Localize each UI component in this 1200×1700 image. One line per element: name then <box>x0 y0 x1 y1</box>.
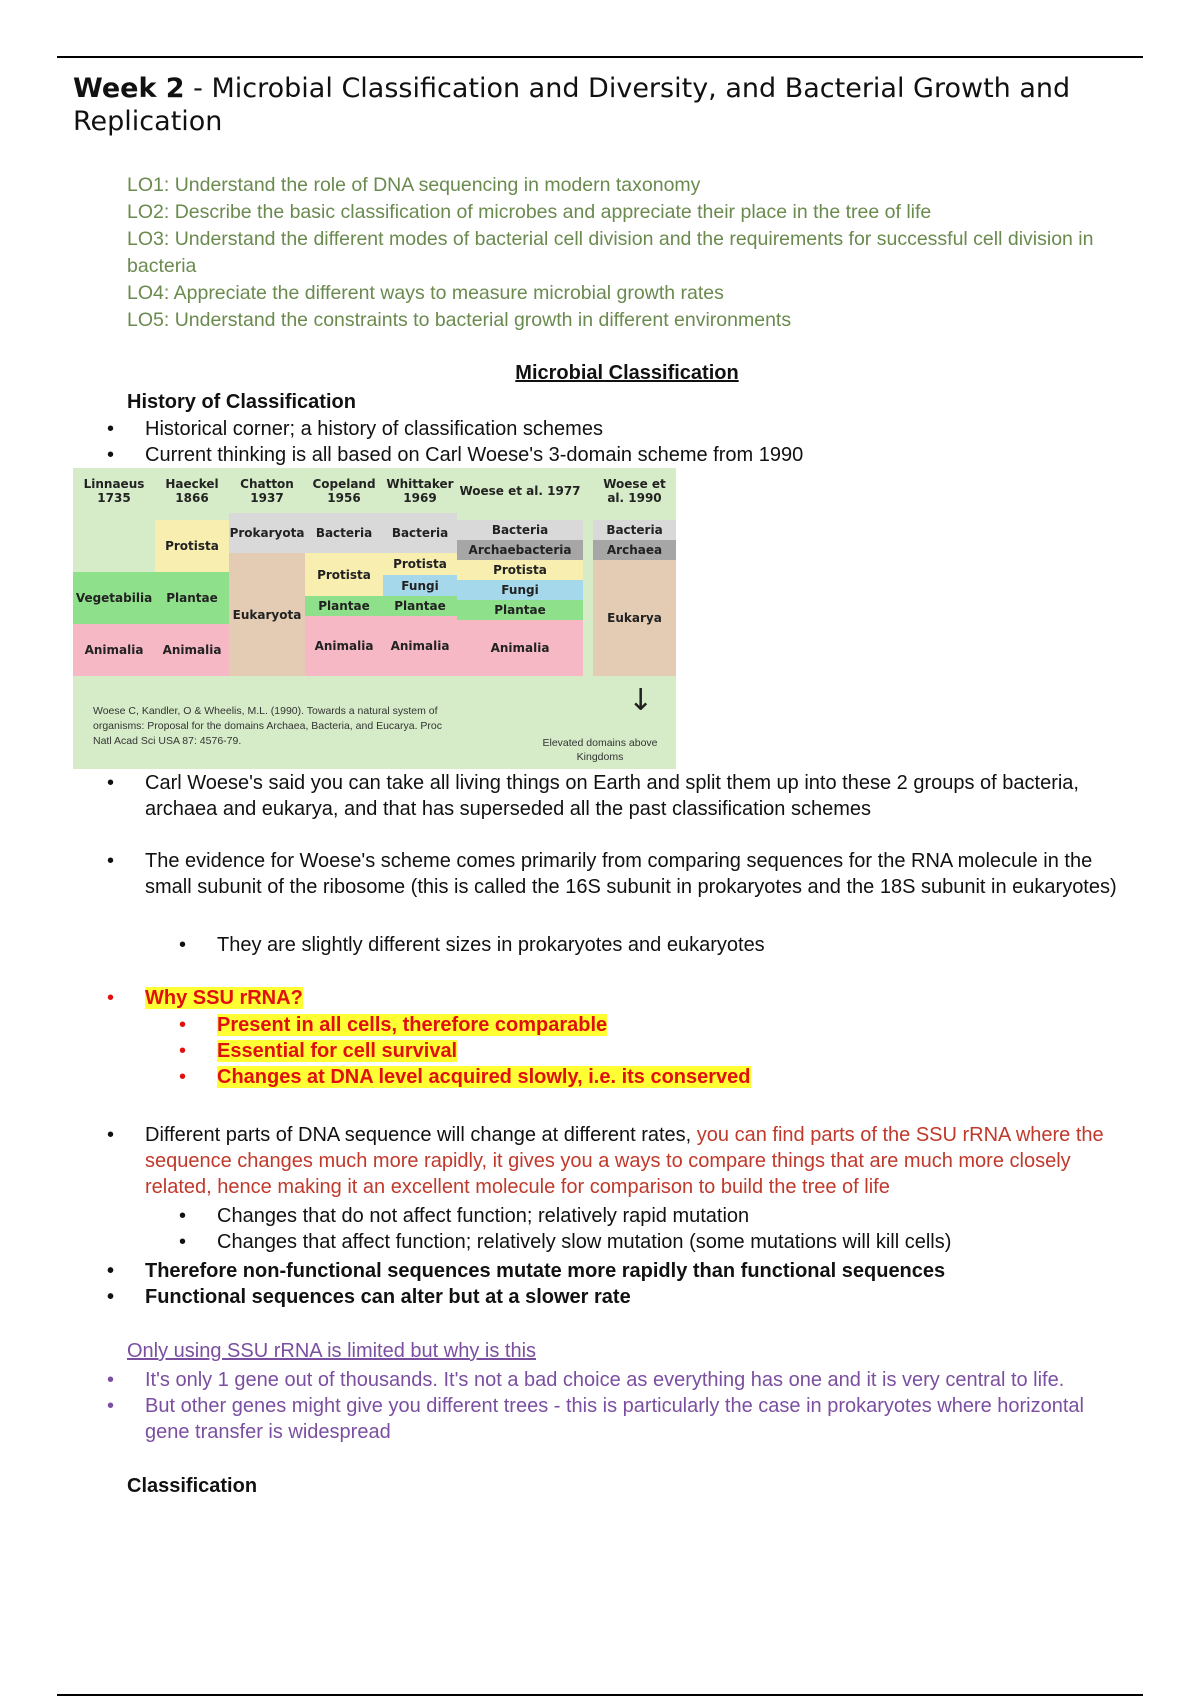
list-item: • Changes that do not affect function; relatively rapid mutation <box>217 1203 1117 1229</box>
list-item: • Therefore non-functional sequences mutate more rapidly than functional sequences <box>145 1258 1125 1284</box>
list-item: • Functional sequences can alter but at a slower rate <box>145 1284 1125 1310</box>
learning-outcomes <box>127 172 1127 334</box>
list-item: • The evidence for Woese's scheme comes primarily from comparing sequences for the RNA molecule in the small subunit of the ribosome (this is called the 16S subunit in prokaryotes and the 18S subunit in eukaryotes) <box>145 848 1125 900</box>
table-header: Woese et al. 1990 <box>603 476 666 505</box>
cell-animalia: Animalia <box>155 624 229 676</box>
rates-bullets <box>145 1122 1125 1200</box>
list-item: • Changes that affect function; relatively slow mutation (some mutations will kill cells) <box>217 1229 1117 1255</box>
list-item: • Current thinking is all based on Carl Woese's 3-domain scheme from 1990 <box>145 442 1125 468</box>
cell-archaebacteria: Archaebacteria <box>457 540 583 560</box>
table-header: Copeland 1956 <box>312 476 376 505</box>
history-bullets <box>145 416 1125 468</box>
table-header: Woese et al. 1977 <box>459 483 581 498</box>
why-ssu-sub-list <box>217 1012 1117 1090</box>
list-item: • Essential for cell survival <box>217 1038 1117 1064</box>
why-ssu-list <box>145 985 1125 1011</box>
history-heading: History of Classification <box>127 391 356 413</box>
table-reference: Woese C, Kandler, O & Wheelis, M.L. (1990). Towards a natural system of organisms: Proposal for the domains Archaea, Bacteria, and Eucarya. Proc Natl Acad Sci USA 87: 4576-79. <box>93 705 443 747</box>
cell-bacteria: Bacteria <box>593 520 676 540</box>
table-header: Chatton 1937 <box>240 476 294 505</box>
cell-fungi: Fungi <box>457 580 583 600</box>
woese-bullets <box>145 770 1125 900</box>
table-header: Haeckel 1866 <box>165 476 219 505</box>
cell-plantae: Plantae <box>383 596 457 616</box>
classification-heading: Classification <box>127 1475 258 1497</box>
top-rule <box>57 56 1143 58</box>
lo-item: LO4: Appreciate the different ways to measure microbial growth rates <box>127 282 724 304</box>
cell-eukarya: Eukarya <box>593 560 676 676</box>
table-header: Whittaker 1969 <box>386 476 454 505</box>
limited-bullets <box>145 1367 1125 1445</box>
cell-vegetabilia: Vegetabilia <box>73 572 155 624</box>
list-item: • It's only 1 gene out of thousands. It's not a bad choice as everything has one and it is very central to life. <box>145 1367 1125 1393</box>
cell-protista: Protista <box>305 553 383 596</box>
rates-bold-bullets <box>145 1258 1125 1310</box>
cell-bacteria: Bacteria <box>305 513 383 553</box>
cell-prokaryota: Prokaryota <box>229 513 305 553</box>
bottom-rule <box>57 1694 1143 1696</box>
cell-eukaryota: Eukaryota <box>229 553 305 676</box>
cell-plantae: Plantae <box>155 572 229 624</box>
why-ssu-heading: Why SSU rRNA? <box>145 987 303 1009</box>
cell-animalia: Animalia <box>383 616 457 676</box>
cell-bacteria: Bacteria <box>383 513 457 553</box>
down-arrow-icon: ↓ <box>628 683 654 718</box>
cell-plantae: Plantae <box>305 596 383 616</box>
cell-protista: Protista <box>457 560 583 580</box>
table-header: Linnaeus 1735 <box>83 476 145 505</box>
list-item <box>145 985 1125 1011</box>
section-heading: Microbial Classification <box>515 362 739 384</box>
list-item: • Carl Woese's said you can take all living things on Earth and split them up into these 2 groups of bacteria, archaea and eukarya, and that has superseded all the past classification schemes <box>145 770 1125 822</box>
cell-animalia: Animalia <box>305 616 383 676</box>
classification-table <box>73 468 676 769</box>
lo-item: LO3: Understand the different modes of bacterial cell division and the requirements for successful cell division in bacteria <box>127 228 1094 277</box>
cell-bacteria: Bacteria <box>457 520 583 540</box>
cell-fungi: Fungi <box>383 575 457 596</box>
lo-item: LO2: Describe the basic classification of microbes and appreciate their place in the tree of life <box>127 201 932 223</box>
lo-item: LO5: Understand the constraints to bacterial growth in different environments <box>127 309 792 331</box>
list-item: • Changes at DNA level acquired slowly, i.e. its conserved <box>217 1064 1117 1090</box>
list-item: • Historical corner; a history of classification schemes <box>145 416 1125 442</box>
cell-animalia: Animalia <box>73 624 155 676</box>
cell-protista: Protista <box>383 553 457 575</box>
list-item: • Different parts of DNA sequence will change at different rates, you can find parts of the SSU rRNA where the sequence changes much more rapidly, it gives you a ways to compare things that are much more closely related, hence making it an excellent molecule for comparison to build the tree of life <box>145 1122 1125 1200</box>
limited-heading: Only using SSU rRNA is limited but why is this <box>127 1340 537 1362</box>
list-item: • They are slightly different sizes in prokaryotes and eukaryotes <box>217 932 1117 958</box>
woese-sub-bullets <box>217 932 1117 958</box>
elevated-note: Elevated domains above Kingdoms <box>542 737 658 763</box>
cell-archaea: Archaea <box>593 540 676 560</box>
rates-sub-bullets <box>217 1203 1117 1255</box>
cell-protista: Protista <box>155 520 229 572</box>
cell-animalia: Animalia <box>457 620 583 676</box>
page-title: Week 2 - Microbial Classification and Diversity, and Bacterial Growth and Replication <box>73 73 1071 137</box>
list-item: • But other genes might give you different trees - this is particularly the case in prokaryotes where horizontal gene transfer is widespread <box>145 1393 1125 1445</box>
list-item: • Present in all cells, therefore comparable <box>217 1012 1117 1038</box>
cell-plantae: Plantae <box>457 600 583 620</box>
lo-item: LO1: Understand the role of DNA sequencing in modern taxonomy <box>127 174 701 196</box>
